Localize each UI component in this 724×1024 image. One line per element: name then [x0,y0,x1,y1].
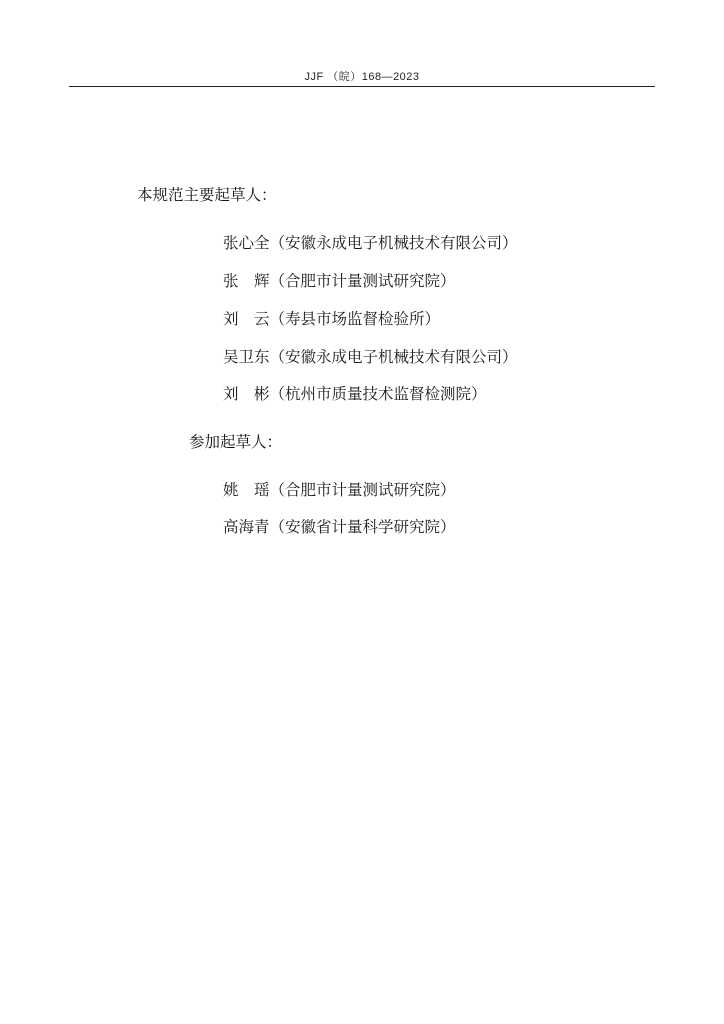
drafter-line [223,231,518,253]
drafter-organization: （安徽永成电子机械技术有限公司） [269,348,518,366]
drafter-line [223,478,456,500]
participating-drafters-heading: 参加起草人： [189,433,283,451]
drafter-organization: （合肥市计量测试研究院） [269,481,456,499]
drafter-name: 刘 彬 [223,385,270,403]
drafter-line [223,382,487,404]
drafter-organization: （杭州市质量技术监督检测院） [269,385,487,403]
drafter-organization: （寿县市场监督检验所） [269,310,441,328]
header-rule [69,86,655,87]
drafter-name: 吴卫东 [223,348,270,366]
drafter-line [223,515,456,537]
drafter-line [223,269,456,291]
drafter-name: 张心全 [223,234,270,252]
document-code-header: JJF （皖）168—2023 [304,71,420,83]
drafter-name: 高海青 [223,518,270,536]
drafter-organization: （安徽省计量科学研究院） [269,518,456,536]
drafter-organization: （安徽永成电子机械技术有限公司） [269,234,518,252]
drafter-name: 张 辉 [223,272,270,290]
drafter-line [223,345,518,367]
drafter-name: 姚 瑶 [223,481,270,499]
drafter-name: 刘 云 [223,310,270,328]
main-drafters-heading: 本规范主要起草人： [137,186,277,204]
drafter-line [223,307,440,329]
drafter-organization: （合肥市计量测试研究院） [269,272,456,290]
